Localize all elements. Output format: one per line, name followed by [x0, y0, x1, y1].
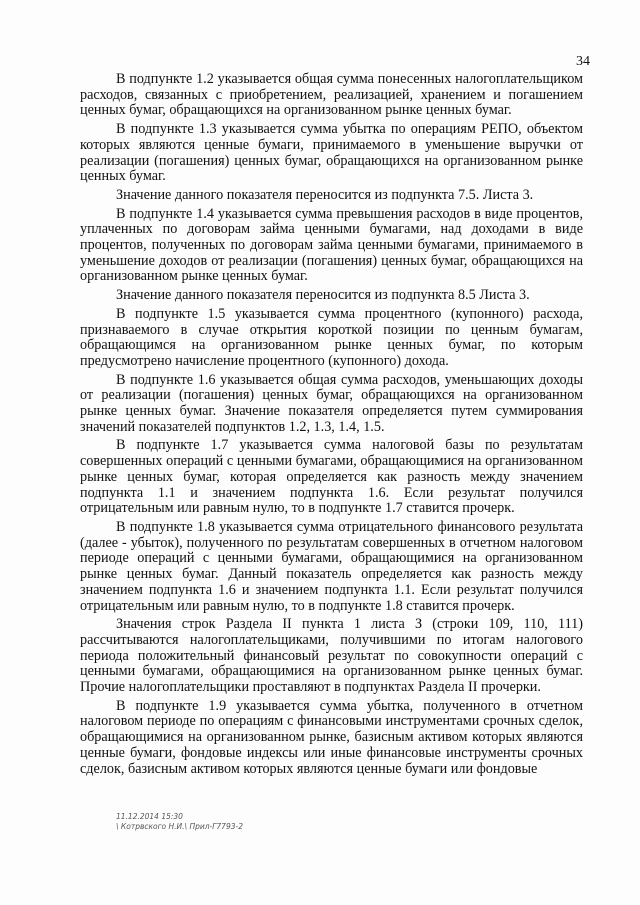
paragraph-4: В подпункте 1.4 указывается сумма превышения расходов в виде процентов, уплаченных по договорам займа ценными бумагами, над доходами в виде процентов, полученных по договорам займа ценными бумагами, принимаемого в уменьшение доходов от реализации (погашения) ценных бумаг, обращающихся на организованном рынке ценных бумаг. — [80, 205, 583, 285]
paragraph-6: В подпункте 1.5 указывается сумма процентного (купонного) расхода, признаваемого в случае открытия короткой позиции по ценным бумагам, обращающимся на организованном рынке ценных бумаг, по которым предусмотрено начисление процентного (купонного) дохода. — [80, 305, 583, 369]
paragraph-7: В подпункте 1.6 указывается общая сумма расходов, уменьшающих доходы от реализации (погашения) ценных бумаг, обращающихся на организованном рынке ценных бумаг. Значение показателя определяется путем суммирования значений показателей подпунктов 1.2, 1.3, 1.4, 1.5. — [80, 371, 583, 435]
footer-document-ref: \ Котрвского Н.И.\ Прил-Г7793-2 — [116, 822, 243, 831]
paragraph-5: Значение данного показателя переносится из подпункта 8.5 Листа 3. — [116, 287, 530, 304]
paragraph-2: В подпункте 1.3 указывается сумма убытка по операциям РЕПО, объектом которых являются ценные бумаги, принимаемого в уменьшение выручки от реализации (погашения) ценных бумаг, обращающихся на организованном рынке ценных бумаг. — [80, 121, 583, 185]
paragraph-10: Значения строк Раздела II пункта 1 листа З (строки 109, 110, 111) рассчитываются налогоплательщиками, получившими по итогам налогового периода положительный финансовый результат по совокупности операций с ценными бумагами, обращающимися на организованном рынке ценных бумаг. Прочие налогоплательщики проставляют в подпунктах Раздела II прочерки. — [80, 616, 583, 696]
paragraph-8: В подпункте 1.7 указывается сумма налоговой базы по результатам совершенных операций с ценными бумагами, обращающимися на организованном рынке ценных бумаг, которая определяется как разность между значением подпункта 1.1 и значением подпункта 1.6. Если результат получился отрицательным или равным нулю, то в подпункте 1.7 ставится прочерк. — [80, 437, 583, 517]
document-body — [80, 72, 583, 780]
footer-stamp — [116, 812, 243, 832]
footer-timestamp: 11.12.2014 15:30 — [116, 812, 183, 821]
page-number: 34 — [576, 54, 590, 69]
paragraph-3: Значение данного показателя переносится из подпункта 7.5. Листа 3. — [116, 186, 534, 203]
paragraph-9: В подпункте 1.8 указывается сумма отрицательного финансового результата (далее - убыток), полученного по результатам совершенных в отчетном налоговом периоде операций с ценными бумагами, обращающимися на организованном рынке ценных бумаг. Данный показатель определяется как разность между значением подпункта 1.6 и значением подпункта 1.1. Если результат получился отрицательным или равным нулю, то в подпункте 1.8 ставится прочерк. — [80, 518, 583, 614]
paragraph-11: В подпункте 1.9 указывается сумма убытка, полученного в отчетном налоговом периоде по операциям с финансовыми инструментами срочных сделок, обращающимися на организованном рынке, базисным активом которых являются ценные бумаги, фондовые индексы или иные финансовые инструменты срочных сделок, базисным активом которых являются ценные бумаги или фондовые — [80, 697, 583, 777]
paragraph-1: В подпункте 1.2 указывается общая сумма понесенных налогоплательщиком расходов, связанных с приобретением, реализацией, хранением и погашением ценных бумаг, обращающихся на организованном рынке ценных бумаг. — [80, 71, 583, 119]
